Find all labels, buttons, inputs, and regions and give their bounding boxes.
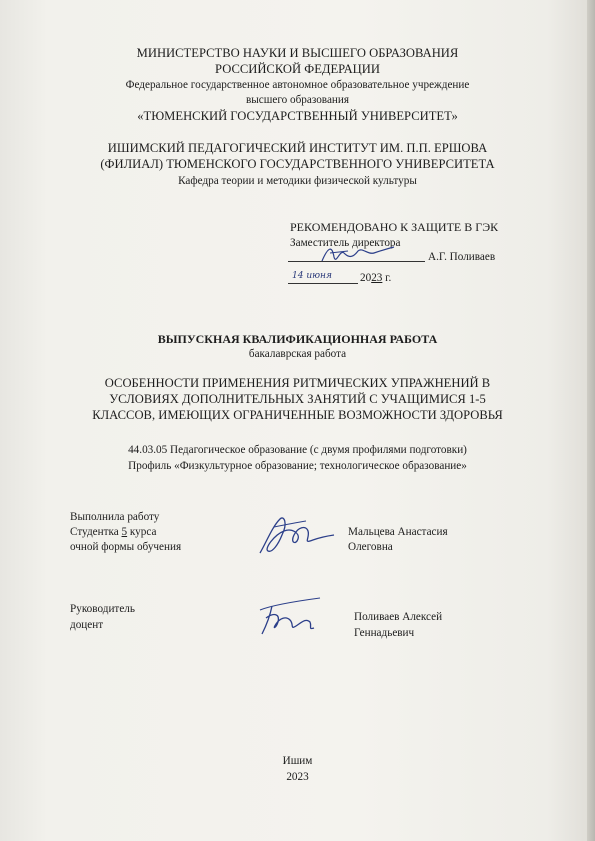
student-name-2: Олеговна bbox=[348, 541, 393, 553]
ministry-line-2: РОССИЙСКОЙ ФЕДЕРАЦИИ bbox=[215, 62, 380, 76]
direction-code: 44.03.05 Педагогическое образование (с двумя профилями подготовки) bbox=[128, 444, 467, 456]
approval-signature bbox=[318, 243, 398, 267]
student-name-1: Мальцева Анастасия bbox=[348, 526, 448, 538]
approval-title: РЕКОМЕНДОВАНО К ЗАЩИТЕ В ГЭК bbox=[290, 220, 499, 234]
work-type: ВЫПУСКНАЯ КВАЛИФИКАЦИОННАЯ РАБОТА bbox=[157, 332, 438, 346]
supervisor-signature bbox=[250, 596, 334, 640]
supervisor-name-2: Геннадьевич bbox=[354, 627, 415, 639]
approval-signatory: А.Г. Поливаев bbox=[428, 251, 496, 263]
work-title-line-1: ОСОБЕННОСТИ ПРИМЕНЕНИЯ РИТМИЧЕСКИХ УПРАЖНЕНИЙ В bbox=[104, 376, 491, 390]
department-name: Кафедра теории и методики физической культуры bbox=[178, 175, 417, 187]
work-subtype: бакалаврская работа bbox=[248, 348, 347, 360]
approval-year: 2023 г. bbox=[360, 272, 392, 284]
year: 2023 bbox=[286, 771, 309, 783]
course-number: 5 bbox=[121, 526, 128, 538]
supervisor-name-1: Поливаев Алексей bbox=[354, 611, 443, 623]
student-label-2: Студентка 5 курса bbox=[70, 526, 157, 538]
institute-line-2: (ФИЛИАЛ) ТЮМЕНСКОГО ГОСУДАРСТВЕННОГО УНИВЕРСИТЕТА bbox=[100, 157, 495, 171]
supervisor-label-1: Руководитель bbox=[70, 603, 135, 615]
student-label-1: Выполнила работу bbox=[70, 511, 160, 523]
approval-date-handwritten: 14 июня bbox=[292, 271, 332, 281]
work-title-line-2: УСЛОВИЯХ ДОПОЛНИТЕЛЬНЫХ ЗАНЯТИЙ С УЧАЩИМИСЯ 1-5 bbox=[109, 392, 486, 406]
student-label-3: очной формы обучения bbox=[70, 541, 182, 553]
approval-position: Заместитель директора bbox=[290, 237, 401, 249]
ministry-line-1: МИНИСТЕРСТВО НАУКИ И ВЫСШЕГО ОБРАЗОВАНИЯ bbox=[136, 46, 459, 60]
supervisor-label-2: доцент bbox=[70, 619, 104, 631]
profile: Профиль «Физкультурное образование; технологическое образование» bbox=[128, 460, 467, 472]
approval-date-line bbox=[288, 283, 358, 284]
org-line-1: Федеральное государственное автономное образовательное учреждение bbox=[125, 79, 470, 91]
student-signature bbox=[254, 513, 338, 559]
org-line-2: высшего образования bbox=[245, 94, 350, 106]
city: Ишим bbox=[282, 755, 313, 767]
university-name: «ТЮМЕНСКИЙ ГОСУДАРСТВЕННЫЙ УНИВЕРСИТЕТ» bbox=[137, 109, 458, 123]
institute-line-1: ИШИМСКИЙ ПЕДАГОГИЧЕСКИЙ ИНСТИТУТ ИМ. П.П. ЕРШОВА bbox=[107, 141, 488, 155]
work-title-line-3: КЛАССОВ, ИМЕЮЩИХ ОГРАНИЧЕННЫЕ ВОЗМОЖНОСТИ ЗДОРОВЬЯ bbox=[92, 408, 503, 422]
